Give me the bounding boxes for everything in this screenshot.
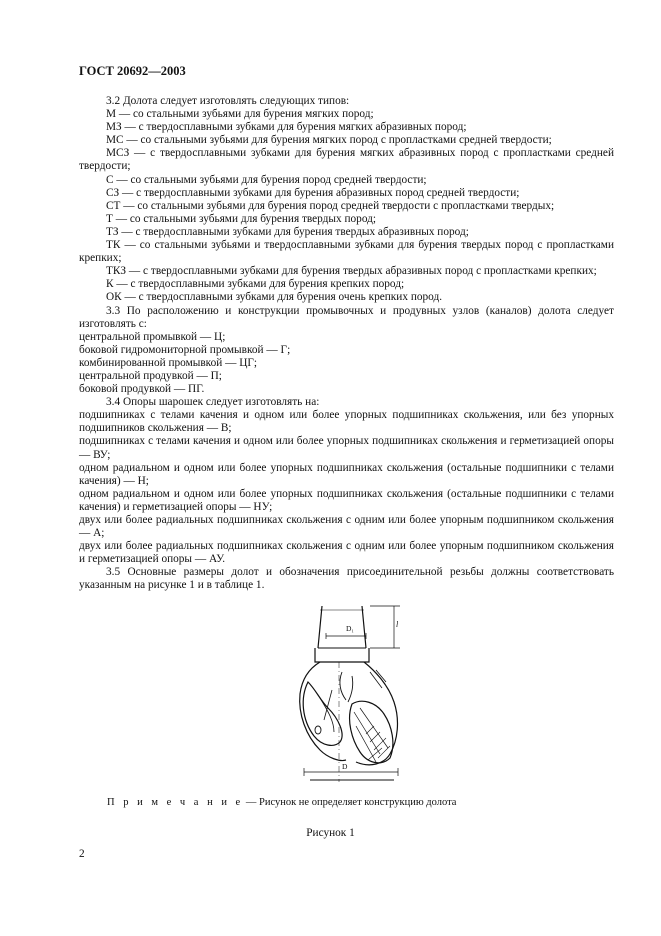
drill-bit-figure — [290, 602, 410, 787]
paragraph: боковой продувкой — ПГ. — [79, 383, 205, 396]
d-label: D — [342, 762, 348, 771]
paragraph: Т — со стальными зубьями для бурения твердых пород; — [106, 212, 377, 225]
paragraph: СТ — со стальными зубьями для бурения пород средней твердости с пропластками твердых; — [106, 199, 555, 212]
note-text: — Рисунок не определяет конструкцию долота — [243, 797, 457, 808]
paragraph: комбинированной промывкой — ЦГ; — [79, 356, 258, 369]
figure-note — [107, 797, 456, 808]
paragraph: 3.5 Основные размеры долот и обозначения присоединительной резьбы должны соответствовать указанным на рисунке 1 и в таблице 1. — [79, 566, 614, 592]
paragraph: одном радиальном и одном или более упорных подшипниках скольжения (остальные подшипники с телами качения) — Н; — [79, 461, 614, 487]
paragraph: ТЗ — с твердосплавными зубками для бурения твердых абразивных пород; — [106, 225, 469, 238]
paragraph: боковой гидромониторной промывкой — Г; — [79, 343, 291, 356]
paragraph: ТК — со стальными зубьями и твердосплавными зубками для бурения твердых пород с пропластками крепких; — [79, 239, 614, 265]
paragraph: одном радиальном и одном или более упорных подшипниках скольжения (остальные подшипники с телами качения) и герметизацией опоры — НУ; — [79, 487, 614, 513]
figure-caption: Рисунок 1 — [306, 827, 355, 839]
paragraph: К — с твердосплавными зубками для бурения крепких пород; — [106, 278, 405, 291]
d1-label: D₁ — [346, 624, 355, 633]
paragraph: подшипниках с телами качения и одном или более упорных подшипниках скольжения и герметизацией опоры — ВУ; — [79, 435, 614, 461]
l-label: l — [396, 620, 399, 629]
paragraph: МС — со стальными зубьями для бурения мягких пород с пропластками средней твердости; — [106, 134, 552, 147]
paragraph: М — со стальными зубьями для бурения мягких пород; — [106, 108, 374, 121]
paragraph: СЗ — с твердосплавными зубками для бурения абразивных пород средней твердости; — [106, 186, 520, 199]
paragraph: центральной промывкой — Ц; — [79, 330, 226, 343]
paragraph: ТКЗ — с твердосплавными зубками для бурения твердых абразивных пород с пропластками крепких; — [106, 265, 597, 278]
paragraph: 3.2 Долота следует изготовлять следующих типов: — [106, 95, 350, 107]
paragraph: двух или более радиальных подшипниках скольжения с одним или более упорным подшипником скольжения — А; — [79, 514, 614, 540]
note-label: П р и м е ч а н и е — [107, 797, 244, 808]
page-header: ГОСТ 20692—2003 — [79, 64, 186, 78]
paragraph: С — со стальными зубьями для бурения пород средней твердости; — [106, 173, 427, 186]
paragraph: МЗ — с твердосплавными зубками для бурения мягких абразивных пород; — [106, 121, 467, 134]
page-number: 2 — [79, 848, 85, 860]
paragraph: подшипниках с телами качения и одном или более упорных подшипниках скольжения, или без упорных подшипников скольжения — В; — [79, 409, 614, 435]
paragraph: ОК — с твердосплавными зубками для бурения очень крепких пород. — [106, 291, 443, 304]
paragraph: двух или более радиальных подшипниках скольжения с одним или более упорным подшипником скольжения и герметизацией опоры — АУ. — [79, 540, 614, 566]
paragraph: 3.4 Опоры шарошек следует изготовлять на: — [106, 396, 320, 409]
paragraph: 3.3 По расположению и конструкции промывочных и продувных узлов (каналов) долота следует изготовлять с: — [79, 304, 614, 330]
body-text — [79, 95, 614, 593]
paragraph: центральной продувкой — П; — [79, 369, 222, 382]
paragraph: МСЗ — с твердосплавными зубками для бурения мягких абразивных пород с пропластками средней твердости; — [79, 147, 614, 173]
